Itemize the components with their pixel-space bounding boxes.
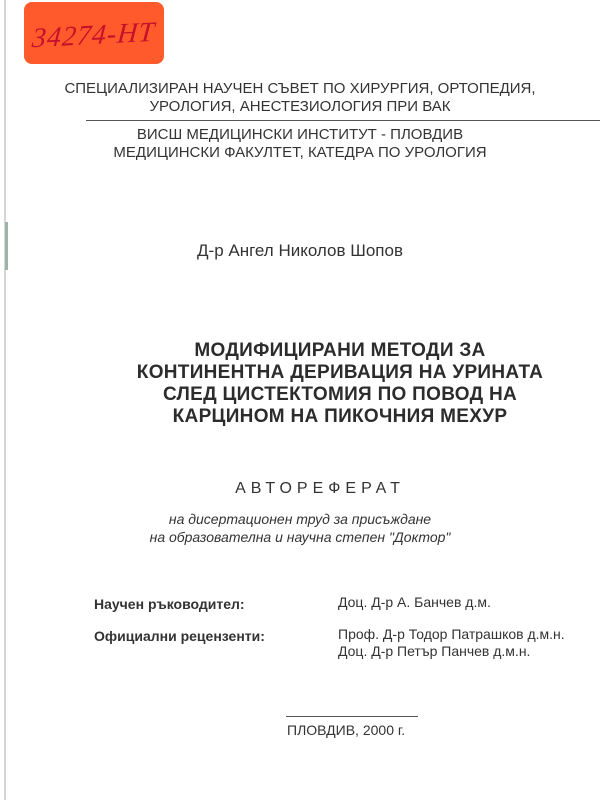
purpose-statement (0, 510, 600, 546)
institute-line: ВИСШ МЕДИЦИНСКИ ИНСТИТУТ - ПЛОВДИВ (136, 126, 464, 143)
title-line: КАРЦИНОМ НА ПИКОЧНИЯ МЕХУР (172, 406, 508, 427)
author-name: Д-р Ангел Николов Шопов (197, 241, 403, 260)
catalog-sticker (24, 2, 164, 64)
title-line: КОНТИНЕНТНА ДЕРИВАЦИЯ НА УРИНАТА (136, 362, 544, 383)
council-line: УРОЛОГИЯ, АНЕСТЕЗИОЛОГИЯ ПРИ ВАК (149, 98, 451, 115)
supervisor-label: Научен ръководител: (94, 596, 245, 612)
institute-line: МЕДИЦИНСКИ ФАКУЛТЕТ, КАТЕДРА ПО УРОЛОГИЯ (113, 144, 487, 161)
dissertation-title (0, 340, 600, 428)
supervisor-name: Доц. Д-р А. Банчев д.м. (338, 594, 491, 610)
catalog-code: 34274-НТ (31, 16, 157, 55)
council-heading (0, 80, 600, 116)
title-line: СЛЕД ЦИСТЕКТОМИЯ ПО ПОВОД НА (162, 384, 518, 405)
reviewer-name: Доц. Д-р Петър Панчев д.м.н. (338, 643, 531, 659)
reviewers-label: Официални рецензенти: (94, 628, 265, 644)
purpose-line: на образователна и научна степен "Доктор" (149, 529, 451, 545)
place-year: ПЛОВДИВ, 2000 г. (287, 722, 406, 738)
divider (86, 120, 600, 121)
council-line: СПЕЦИАЛИЗИРАН НАУЧЕН СЪВЕТ ПО ХИРУРГИЯ, ОРТОПЕДИЯ, (64, 80, 536, 97)
footer-divider (286, 716, 418, 717)
title-line: МОДИФИЦИРАНИ МЕТОДИ ЗА (194, 340, 486, 361)
purpose-line: на дисертационен труд за присъждане (168, 511, 432, 527)
document-type: АВТОРЕФЕРАТ (235, 480, 405, 497)
reviewer-name: Проф. Д-р Тодор Патрашков д.м.н. (338, 626, 565, 642)
institute-heading (0, 126, 600, 162)
